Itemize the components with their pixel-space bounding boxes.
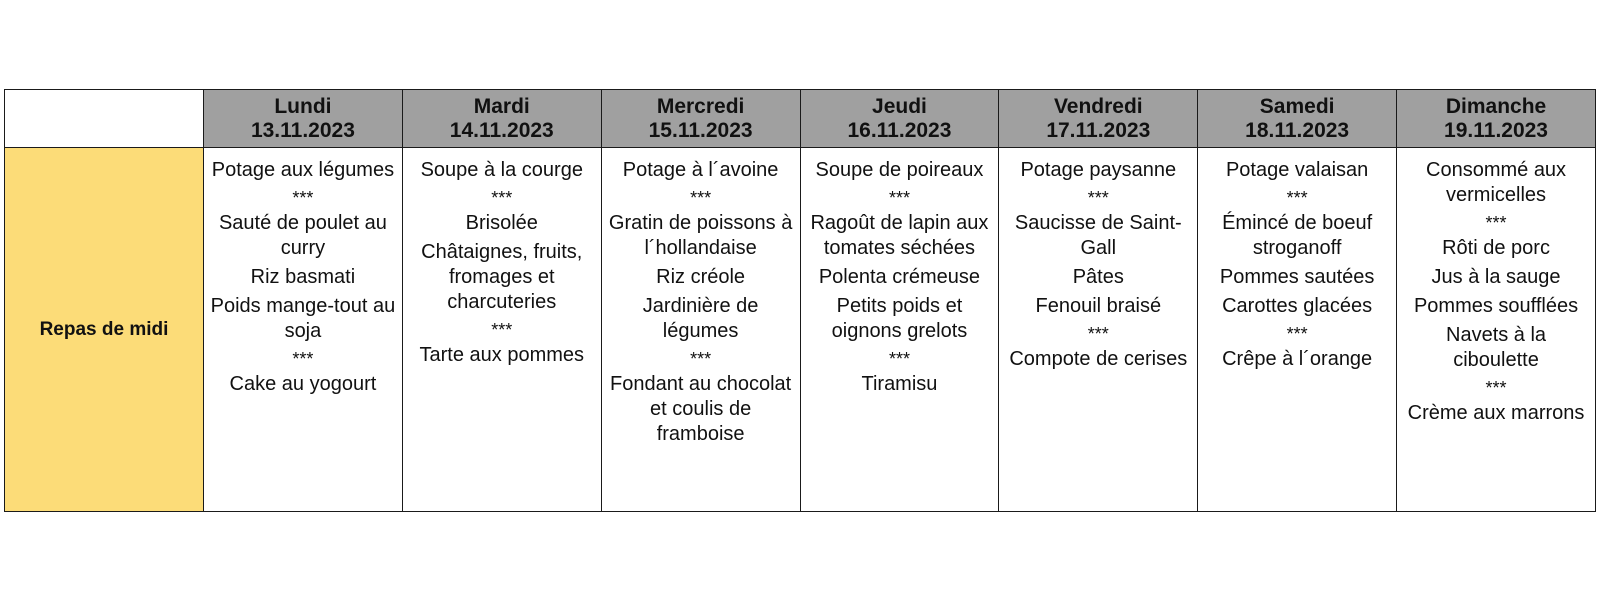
menu-dish: Soupe de poireaux xyxy=(815,159,984,181)
course-separator: *** xyxy=(690,349,712,369)
course-separator: *** xyxy=(1087,324,1109,344)
row-label-lunch: Repas de midi xyxy=(5,148,204,512)
day-header-friday xyxy=(999,90,1198,148)
menu-dish: Compote de cerises xyxy=(1009,348,1188,370)
meal-cell-saturday xyxy=(1198,148,1397,512)
course-separator: *** xyxy=(292,188,314,208)
course-separator: *** xyxy=(1485,213,1507,233)
menu-dish: Poids mange-tout au soja xyxy=(210,295,396,342)
day-name: Samedi xyxy=(1259,94,1335,118)
day-header-wednesday xyxy=(601,90,800,148)
menu-dish: Polenta crémeuse xyxy=(818,266,981,288)
day-date: 19.11.2023 xyxy=(1444,118,1548,142)
menu-dish: Cake au yogourt xyxy=(229,373,377,395)
menu-dish: Riz basmati xyxy=(250,266,356,288)
menu-dish: Potage valaisan xyxy=(1225,159,1369,181)
menu-dish: Brisolée xyxy=(465,212,538,234)
menu-dish: Châtaignes, fruits, fromages et charcuteries xyxy=(421,241,583,313)
menu-dish: Rôti de porc xyxy=(1442,237,1550,259)
menu-dish: Soupe à la courge xyxy=(420,159,583,181)
course-separator: *** xyxy=(1286,324,1308,344)
menu-dish: Fondant au chocolat et coulis de framboise xyxy=(609,373,792,445)
menu-dish: Tarte aux pommes xyxy=(419,344,585,366)
menu-dish: Saucisse de Saint-Gall xyxy=(1014,212,1182,259)
menu-dish: Pâtes xyxy=(1072,266,1124,288)
day-header-sunday xyxy=(1397,90,1596,148)
menu-dish: Gratin de poissons à l´hollandaise xyxy=(608,212,793,259)
menu-dish: Potage à l´avoine xyxy=(622,159,779,181)
menu-dish: Sauté de poulet au curry xyxy=(218,212,387,259)
day-date: 15.11.2023 xyxy=(648,118,753,142)
menu-dish: Fenouil braisé xyxy=(1035,295,1162,317)
menu-dish: Ragoût de lapin aux tomates séchées xyxy=(810,212,989,259)
menu-dish: Émincé de boeuf stroganoff xyxy=(1222,212,1373,259)
day-date: 17.11.2023 xyxy=(1046,118,1151,142)
meal-cell-monday xyxy=(204,148,403,512)
day-header-tuesday xyxy=(402,90,601,148)
menu-dish: Potage aux légumes xyxy=(211,159,395,181)
menu-dish: Petits poids et oignons grelots xyxy=(831,295,968,342)
day-date: 18.11.2023 xyxy=(1245,118,1350,142)
course-separator: *** xyxy=(1286,188,1308,208)
course-separator: *** xyxy=(491,320,513,340)
day-date: 14.11.2023 xyxy=(449,118,554,142)
day-header-thursday xyxy=(800,90,999,148)
menu-dish: Potage paysanne xyxy=(1020,159,1177,181)
meal-cell-wednesday xyxy=(601,148,800,512)
menu-dish: Crème aux marrons xyxy=(1407,402,1585,424)
meal-cell-friday xyxy=(999,148,1198,512)
corner-cell xyxy=(5,90,204,148)
header-row xyxy=(5,90,1596,148)
menu-dish: Carottes glacées xyxy=(1222,295,1373,317)
course-separator: *** xyxy=(1087,188,1109,208)
day-date: 16.11.2023 xyxy=(847,118,952,142)
menu-dish: Jardinière de légumes xyxy=(642,295,759,342)
menu-dish: Consommé aux vermicelles xyxy=(1426,159,1567,206)
course-separator: *** xyxy=(888,188,910,208)
menu-dish: Riz créole xyxy=(656,266,746,288)
day-name: Vendredi xyxy=(1053,94,1143,118)
day-name: Dimanche xyxy=(1445,94,1547,118)
meal-cell-sunday xyxy=(1397,148,1596,512)
weekly-menu-table xyxy=(4,89,1596,512)
course-separator: *** xyxy=(491,188,513,208)
course-separator: *** xyxy=(690,188,712,208)
menu-dish: Pommes sautées xyxy=(1219,266,1375,288)
day-name: Mercredi xyxy=(656,94,745,118)
day-name: Mardi xyxy=(473,94,530,118)
day-name: Jeudi xyxy=(872,94,927,118)
course-separator: *** xyxy=(888,349,910,369)
menu-dish: Tiramisu xyxy=(861,373,938,395)
course-separator: *** xyxy=(1485,378,1507,398)
menu-dish: Crêpe à l´orange xyxy=(1222,348,1373,370)
lunch-row xyxy=(5,148,1596,512)
meal-cell-tuesday xyxy=(402,148,601,512)
menu-dish: Pommes soufflées xyxy=(1413,295,1579,317)
menu-dish: Navets à la ciboulette xyxy=(1446,324,1547,371)
day-name: Lundi xyxy=(274,94,332,118)
course-separator: *** xyxy=(292,349,314,369)
day-header-monday xyxy=(204,90,403,148)
menu-dish: Jus à la sauge xyxy=(1431,266,1561,288)
day-date: 13.11.2023 xyxy=(250,118,355,142)
meal-cell-thursday xyxy=(800,148,999,512)
day-header-saturday xyxy=(1198,90,1397,148)
